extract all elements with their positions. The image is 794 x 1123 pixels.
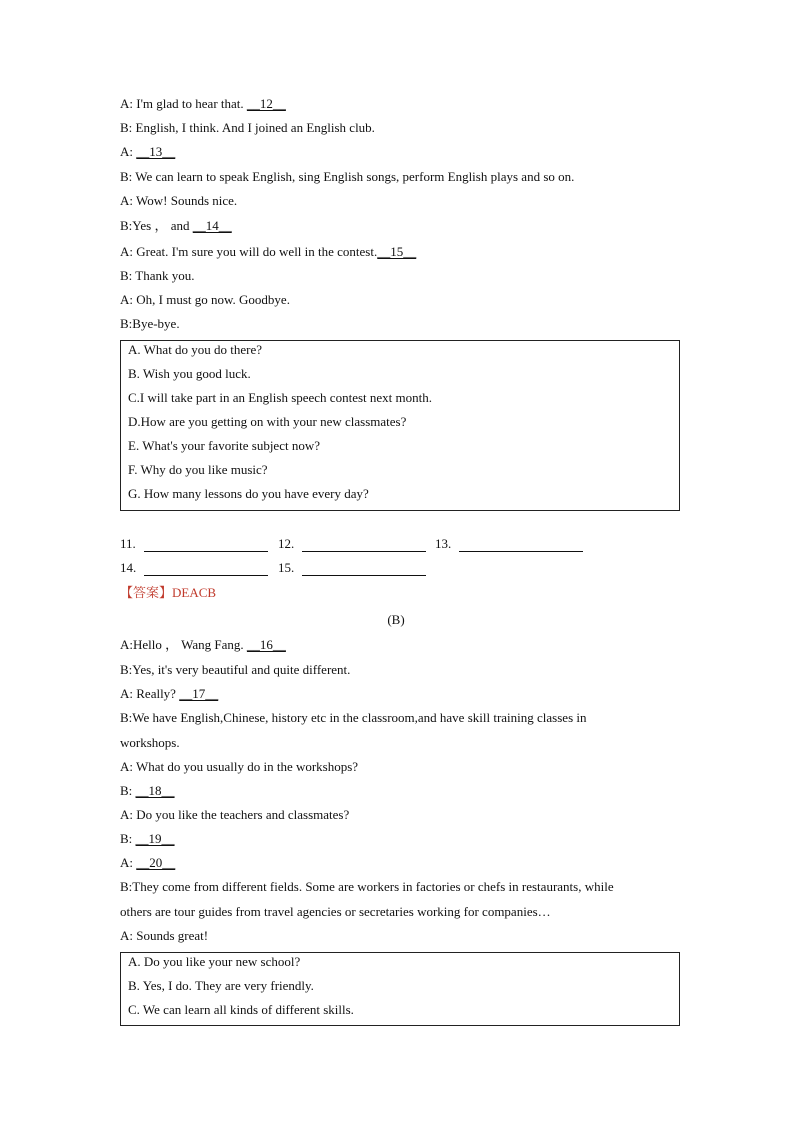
dialogue-line <box>120 218 232 234</box>
fill-line <box>459 539 583 552</box>
dialogue-line <box>120 928 208 944</box>
dialogue-line <box>120 316 180 332</box>
dialogue-text: A: Oh, I must go now. Goodbye. <box>120 292 290 307</box>
dialogue-text: A: I'm glad to hear that. <box>120 96 247 111</box>
answer-fill-row <box>120 536 640 552</box>
answer-fill-row <box>120 560 640 576</box>
answer-blank-13: __13__ <box>136 144 176 159</box>
fill-item-15: 15. <box>278 560 426 576</box>
dialogue-line <box>120 783 175 799</box>
dialogue-line <box>120 686 218 702</box>
answer-blank-20: __20__ <box>136 855 176 870</box>
options-box-a <box>120 340 680 511</box>
fill-line <box>144 539 268 552</box>
dialogue-line <box>120 710 587 726</box>
option-a: A. Do you like your new school? <box>128 954 301 969</box>
section-heading: (B) <box>387 612 405 627</box>
answer-blank-12: __12__ <box>246 96 286 111</box>
fill-line <box>144 563 268 576</box>
dialogue-text: A: What do you usually do in the workshops? <box>120 759 359 774</box>
dialogue-line <box>120 292 290 308</box>
fill-item-12: 12. <box>278 536 426 552</box>
dialogue-text: A: Wow! Sounds nice. <box>120 193 238 208</box>
dialogue-text: A: Sounds great! <box>120 928 209 943</box>
dialogue-line <box>120 662 350 678</box>
dialogue-text: workshops. <box>120 735 180 750</box>
option-e: E. What's your favorite subject now? <box>128 438 320 453</box>
option-c: C.I will take part in an English speech contest next month. <box>128 390 432 405</box>
dialogue-text: A:Hello ， Wang Fang. <box>120 637 247 652</box>
dialogue-line <box>120 904 551 920</box>
answer-key: 【答案】DEACB <box>120 585 217 600</box>
dialogue-text: B:We have English,Chinese, history etc in the classroom,and have skill training classes in <box>120 710 587 725</box>
dialogue-line <box>120 268 195 284</box>
dialogue-text: B: <box>120 831 136 846</box>
fill-item-11: 11. <box>120 536 268 552</box>
options-box-b <box>120 952 680 1026</box>
dialogue-line <box>120 759 358 775</box>
dialogue-text: others are tour guides from travel agencies or secretaries working for companies… <box>120 904 551 919</box>
dialogue-text: B: English, I think. And I joined an English club. <box>120 120 375 135</box>
dialogue-line <box>120 637 286 653</box>
dialogue-line <box>120 831 175 847</box>
fill-line <box>302 563 426 576</box>
option-b: B. Wish you good luck. <box>128 366 251 381</box>
dialogue-line <box>120 144 175 160</box>
option-c: C. We can learn all kinds of different skills. <box>128 1002 354 1017</box>
option-g: G. How many lessons do you have every day? <box>128 486 369 501</box>
dialogue-text: A: <box>120 144 137 159</box>
fill-line <box>302 539 426 552</box>
dialogue-text: B: <box>120 783 136 798</box>
dialogue-line <box>120 807 349 823</box>
answer-blank-17: __17__ <box>179 686 219 701</box>
dialogue-line <box>120 244 416 260</box>
fill-item-14: 14. <box>120 560 268 576</box>
dialogue-text: A: Do you like the teachers and classmates? <box>120 807 350 822</box>
option-d: D.How are you getting on with your new classmates? <box>128 414 407 429</box>
dialogue-text: B:Bye-bye. <box>120 316 180 331</box>
dialogue-line <box>120 96 286 112</box>
dialogue-line <box>120 169 574 185</box>
dialogue-text: A: Great. I'm sure you will do well in the contest. <box>120 244 378 259</box>
dialogue-line <box>120 120 375 136</box>
answer-blank-18: __18__ <box>135 783 175 798</box>
dialogue-line <box>120 879 614 895</box>
option-a: A. What do you do there? <box>128 342 263 357</box>
answer-blank-14: __14__ <box>192 218 232 233</box>
answer-blank-15: __15__ <box>377 244 417 259</box>
answer-blank-19: __19__ <box>135 831 175 846</box>
dialogue-text: B:Yes ， and <box>120 218 193 233</box>
dialogue-line <box>120 735 180 751</box>
dialogue-line <box>120 855 175 871</box>
answer-blank-16: __16__ <box>246 637 286 652</box>
dialogue-text: A: Really? <box>120 686 180 701</box>
dialogue-text: B: Thank you. <box>120 268 195 283</box>
fill-item-13: 13. <box>435 536 583 552</box>
dialogue-line <box>120 193 237 209</box>
dialogue-text: B: We can learn to speak English, sing English songs, perform English plays and so on. <box>120 169 575 184</box>
option-f: F. Why do you like music? <box>128 462 268 477</box>
option-b: B. Yes, I do. They are very friendly. <box>128 978 314 993</box>
dialogue-text: B:They come from different fields. Some are workers in factories or chefs in restaurants, while <box>120 879 614 894</box>
dialogue-text: A: <box>120 855 137 870</box>
dialogue-text: B:Yes, it's very beautiful and quite different. <box>120 662 351 677</box>
